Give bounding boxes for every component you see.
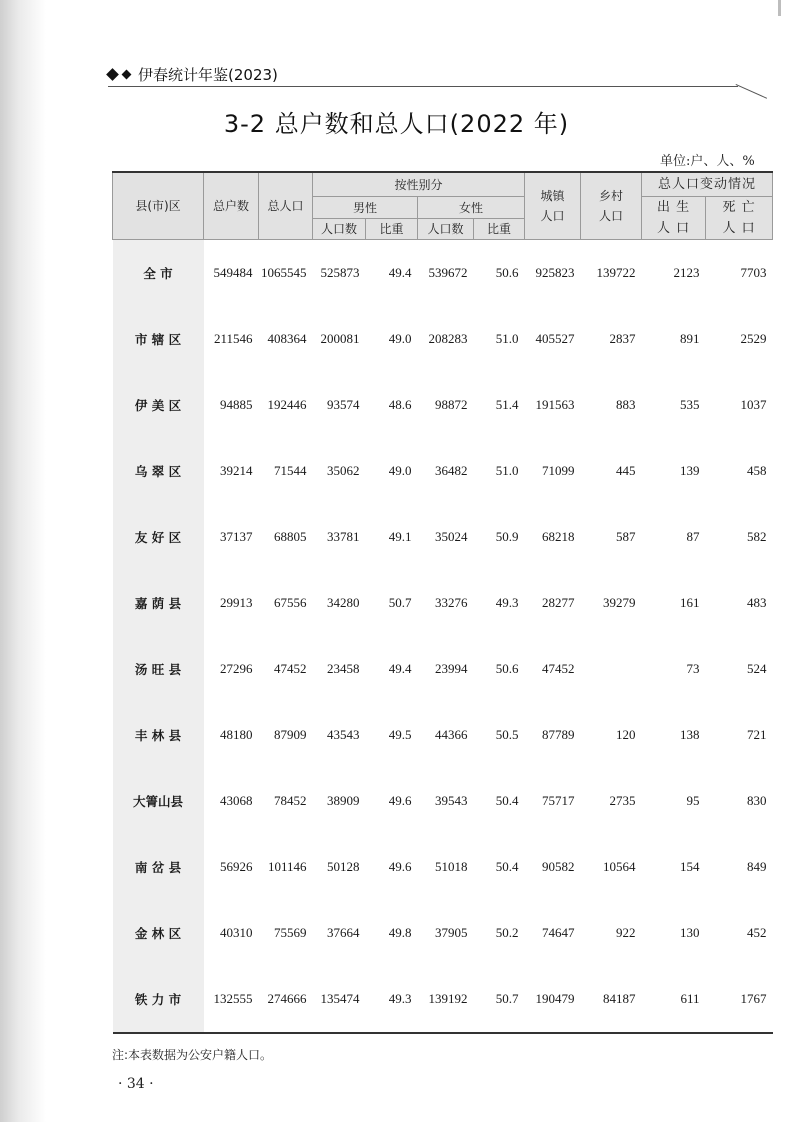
cell-deaths: 1767 bbox=[740, 991, 767, 1006]
cell-population: 67556 bbox=[274, 595, 307, 610]
table-row bbox=[113, 768, 773, 834]
cell-female: 139192 bbox=[428, 991, 468, 1006]
table-row bbox=[113, 306, 773, 372]
cell-urban: 74647 bbox=[542, 925, 575, 940]
cell-male-share: 50.7 bbox=[388, 595, 412, 610]
cell-name: 汤 旺 县 bbox=[113, 636, 204, 702]
cell-urban: 405527 bbox=[535, 331, 575, 346]
cell-female: 37905 bbox=[435, 925, 468, 940]
cell-male: 38909 bbox=[327, 793, 360, 808]
cell-population: 1065545 bbox=[261, 265, 307, 280]
cell-male-share: 49.3 bbox=[388, 991, 412, 1006]
cell-male-share: 49.4 bbox=[388, 265, 412, 280]
cell-births: 535 bbox=[680, 397, 700, 412]
cell-female: 23994 bbox=[435, 661, 468, 676]
cell-households: 48180 bbox=[220, 727, 253, 742]
cell-male-share: 49.0 bbox=[388, 331, 412, 346]
col-population: 总人口 bbox=[259, 172, 313, 240]
cell-rural: 587 bbox=[616, 529, 636, 544]
table-row bbox=[113, 900, 773, 966]
cell-households: 37137 bbox=[220, 529, 253, 544]
table-row bbox=[113, 702, 773, 768]
header-rule bbox=[108, 86, 738, 87]
diamond-icon bbox=[122, 69, 132, 79]
cell-urban: 190479 bbox=[535, 991, 575, 1006]
table-row bbox=[113, 570, 773, 636]
cell-deaths: 524 bbox=[747, 661, 767, 676]
col-female: 女性 bbox=[418, 197, 525, 219]
cell-population: 71544 bbox=[274, 463, 307, 478]
page-number: · 34 · bbox=[118, 1076, 154, 1092]
cell-deaths: 483 bbox=[747, 595, 767, 610]
col-change: 总人口变动情况 bbox=[642, 172, 773, 197]
cell-births: 2123 bbox=[673, 265, 700, 280]
cell-female: 539672 bbox=[428, 265, 468, 280]
col-urban: 城镇人口 bbox=[525, 172, 581, 240]
col-male-share: 比重 bbox=[366, 219, 418, 240]
cell-urban: 75717 bbox=[542, 793, 575, 808]
cell-male-share: 49.6 bbox=[388, 793, 412, 808]
table-row bbox=[113, 966, 773, 1033]
header-rule-tail bbox=[736, 84, 767, 99]
cell-population: 75569 bbox=[274, 925, 307, 940]
cell-population: 192446 bbox=[267, 397, 307, 412]
cell-female: 39543 bbox=[435, 793, 468, 808]
cell-name: 市 辖 区 bbox=[113, 306, 204, 372]
cell-deaths: 830 bbox=[747, 793, 767, 808]
cell-urban: 28277 bbox=[542, 595, 575, 610]
cell-households: 56926 bbox=[220, 859, 253, 874]
cell-male: 135474 bbox=[320, 991, 360, 1006]
table-row bbox=[113, 372, 773, 438]
cell-deaths: 452 bbox=[747, 925, 767, 940]
table-note: 注:本表数据为公安户籍人口。 bbox=[112, 1048, 273, 1062]
cell-female-share: 51.4 bbox=[495, 397, 519, 412]
table-row bbox=[113, 636, 773, 702]
col-female-share: 比重 bbox=[474, 219, 525, 240]
cell-births: 161 bbox=[680, 595, 700, 610]
cell-male-share: 49.8 bbox=[388, 925, 412, 940]
cell-male: 37664 bbox=[327, 925, 360, 940]
cell-female-share: 51.0 bbox=[495, 331, 519, 346]
col-region: 县(市)区 bbox=[113, 172, 204, 240]
population-table bbox=[112, 171, 773, 1034]
running-header bbox=[108, 63, 278, 85]
cell-female-share: 50.4 bbox=[495, 859, 519, 874]
cell-rural: 883 bbox=[616, 397, 636, 412]
cell-male-share: 49.0 bbox=[388, 463, 412, 478]
cell-male: 50128 bbox=[327, 859, 360, 874]
cell-female: 51018 bbox=[435, 859, 468, 874]
cell-rural: 39279 bbox=[603, 595, 636, 610]
cell-rural: 120 bbox=[616, 727, 636, 742]
cell-urban: 90582 bbox=[542, 859, 575, 874]
cell-female-share: 50.6 bbox=[495, 661, 519, 676]
table-row bbox=[113, 438, 773, 504]
cell-population: 274666 bbox=[267, 991, 307, 1006]
cell-rural: 84187 bbox=[603, 991, 636, 1006]
cell-deaths: 458 bbox=[747, 463, 767, 478]
cell-households: 27296 bbox=[220, 661, 253, 676]
cell-name: 大箐山县 bbox=[113, 768, 204, 834]
cell-urban: 71099 bbox=[542, 463, 575, 478]
cell-female: 44366 bbox=[435, 727, 468, 742]
cell-births: 154 bbox=[680, 859, 700, 874]
col-male-count: 人口数 bbox=[313, 219, 366, 240]
col-by-sex: 按性别分 bbox=[313, 172, 525, 197]
cell-households: 94885 bbox=[220, 397, 253, 412]
cell-male: 34280 bbox=[327, 595, 360, 610]
cell-households: 29913 bbox=[220, 595, 253, 610]
cell-births: 95 bbox=[686, 793, 700, 808]
cell-households: 43068 bbox=[220, 793, 253, 808]
cell-female-share: 50.4 bbox=[495, 793, 519, 808]
cell-female: 98872 bbox=[435, 397, 468, 412]
cell-births: 138 bbox=[680, 727, 700, 742]
cell-male-share: 48.6 bbox=[388, 397, 412, 412]
cell-households: 40310 bbox=[220, 925, 253, 940]
cell-name: 金 林 区 bbox=[113, 900, 204, 966]
cell-name: 全 市 bbox=[113, 240, 204, 307]
cell-urban: 925823 bbox=[535, 265, 575, 280]
cell-female-share: 49.3 bbox=[495, 595, 519, 610]
col-rural: 乡村人口 bbox=[581, 172, 642, 240]
scan-edge-shadow bbox=[0, 0, 46, 1122]
scan-mark bbox=[778, 0, 781, 16]
cell-male: 525873 bbox=[320, 265, 360, 280]
cell-male-share: 49.1 bbox=[388, 529, 412, 544]
cell-name: 伊 美 区 bbox=[113, 372, 204, 438]
cell-deaths: 1037 bbox=[740, 397, 767, 412]
cell-population: 47452 bbox=[274, 661, 307, 676]
cell-male: 23458 bbox=[327, 661, 360, 676]
cell-deaths: 582 bbox=[747, 529, 767, 544]
table-title: 3-2 总户数和总人口(2022 年) bbox=[223, 110, 570, 138]
cell-population: 408364 bbox=[267, 331, 307, 346]
running-title: 伊春统计年鉴(2023) bbox=[138, 65, 278, 84]
diamond-icon bbox=[106, 68, 119, 81]
cell-rural bbox=[581, 636, 642, 702]
cell-male: 35062 bbox=[327, 463, 360, 478]
cell-households: 132555 bbox=[213, 991, 253, 1006]
cell-urban: 191563 bbox=[535, 397, 575, 412]
cell-births: 87 bbox=[686, 529, 700, 544]
cell-urban: 68218 bbox=[542, 529, 575, 544]
cell-rural: 139722 bbox=[596, 265, 636, 280]
cell-female-share: 50.7 bbox=[495, 991, 519, 1006]
cell-female: 33276 bbox=[435, 595, 468, 610]
cell-population: 101146 bbox=[267, 859, 307, 874]
unit-label: 单位:户、人、% bbox=[660, 154, 755, 169]
col-female-count: 人口数 bbox=[418, 219, 474, 240]
table-row bbox=[113, 834, 773, 900]
cell-rural: 2837 bbox=[609, 331, 636, 346]
cell-population: 78452 bbox=[274, 793, 307, 808]
cell-births: 130 bbox=[680, 925, 700, 940]
cell-male-share: 49.5 bbox=[388, 727, 412, 742]
cell-deaths: 2529 bbox=[740, 331, 767, 346]
cell-name: 乌 翠 区 bbox=[113, 438, 204, 504]
cell-name: 嘉 荫 县 bbox=[113, 570, 204, 636]
cell-households: 549484 bbox=[213, 265, 253, 280]
cell-name: 铁 力 市 bbox=[113, 966, 204, 1033]
cell-female-share: 50.6 bbox=[495, 265, 519, 280]
cell-births: 139 bbox=[680, 463, 700, 478]
cell-name: 南 岔 县 bbox=[113, 834, 204, 900]
cell-female-share: 50.5 bbox=[495, 727, 519, 742]
cell-population: 68805 bbox=[274, 529, 307, 544]
cell-male: 200081 bbox=[320, 331, 360, 346]
cell-births: 611 bbox=[680, 991, 700, 1006]
cell-female: 36482 bbox=[435, 463, 468, 478]
cell-female-share: 50.2 bbox=[495, 925, 519, 940]
cell-births: 73 bbox=[686, 661, 700, 676]
cell-deaths: 721 bbox=[747, 727, 767, 742]
col-deaths: 死 亡人 口 bbox=[706, 197, 773, 240]
col-births: 出 生人 口 bbox=[642, 197, 706, 240]
cell-deaths: 7703 bbox=[740, 265, 767, 280]
cell-rural: 922 bbox=[616, 925, 636, 940]
cell-urban: 47452 bbox=[542, 661, 575, 676]
col-households: 总户数 bbox=[204, 172, 259, 240]
cell-female: 35024 bbox=[435, 529, 468, 544]
cell-births: 891 bbox=[680, 331, 700, 346]
cell-male-share: 49.6 bbox=[388, 859, 412, 874]
cell-urban: 87789 bbox=[542, 727, 575, 742]
cell-population: 87909 bbox=[274, 727, 307, 742]
table-body bbox=[113, 240, 773, 1034]
cell-male: 33781 bbox=[327, 529, 360, 544]
cell-deaths: 849 bbox=[747, 859, 767, 874]
col-male: 男性 bbox=[313, 197, 418, 219]
cell-households: 211546 bbox=[213, 331, 253, 346]
cell-male-share: 49.4 bbox=[388, 661, 412, 676]
cell-male: 43543 bbox=[327, 727, 360, 742]
cell-female: 208283 bbox=[428, 331, 468, 346]
cell-female-share: 51.0 bbox=[495, 463, 519, 478]
cell-name: 友 好 区 bbox=[113, 504, 204, 570]
cell-households: 39214 bbox=[220, 463, 253, 478]
cell-name: 丰 林 县 bbox=[113, 702, 204, 768]
table-row bbox=[113, 240, 773, 307]
cell-rural: 2735 bbox=[609, 793, 636, 808]
cell-female-share: 50.9 bbox=[495, 529, 519, 544]
cell-male: 93574 bbox=[327, 397, 360, 412]
cell-rural: 445 bbox=[616, 463, 636, 478]
cell-rural: 10564 bbox=[603, 859, 636, 874]
table-row bbox=[113, 504, 773, 570]
